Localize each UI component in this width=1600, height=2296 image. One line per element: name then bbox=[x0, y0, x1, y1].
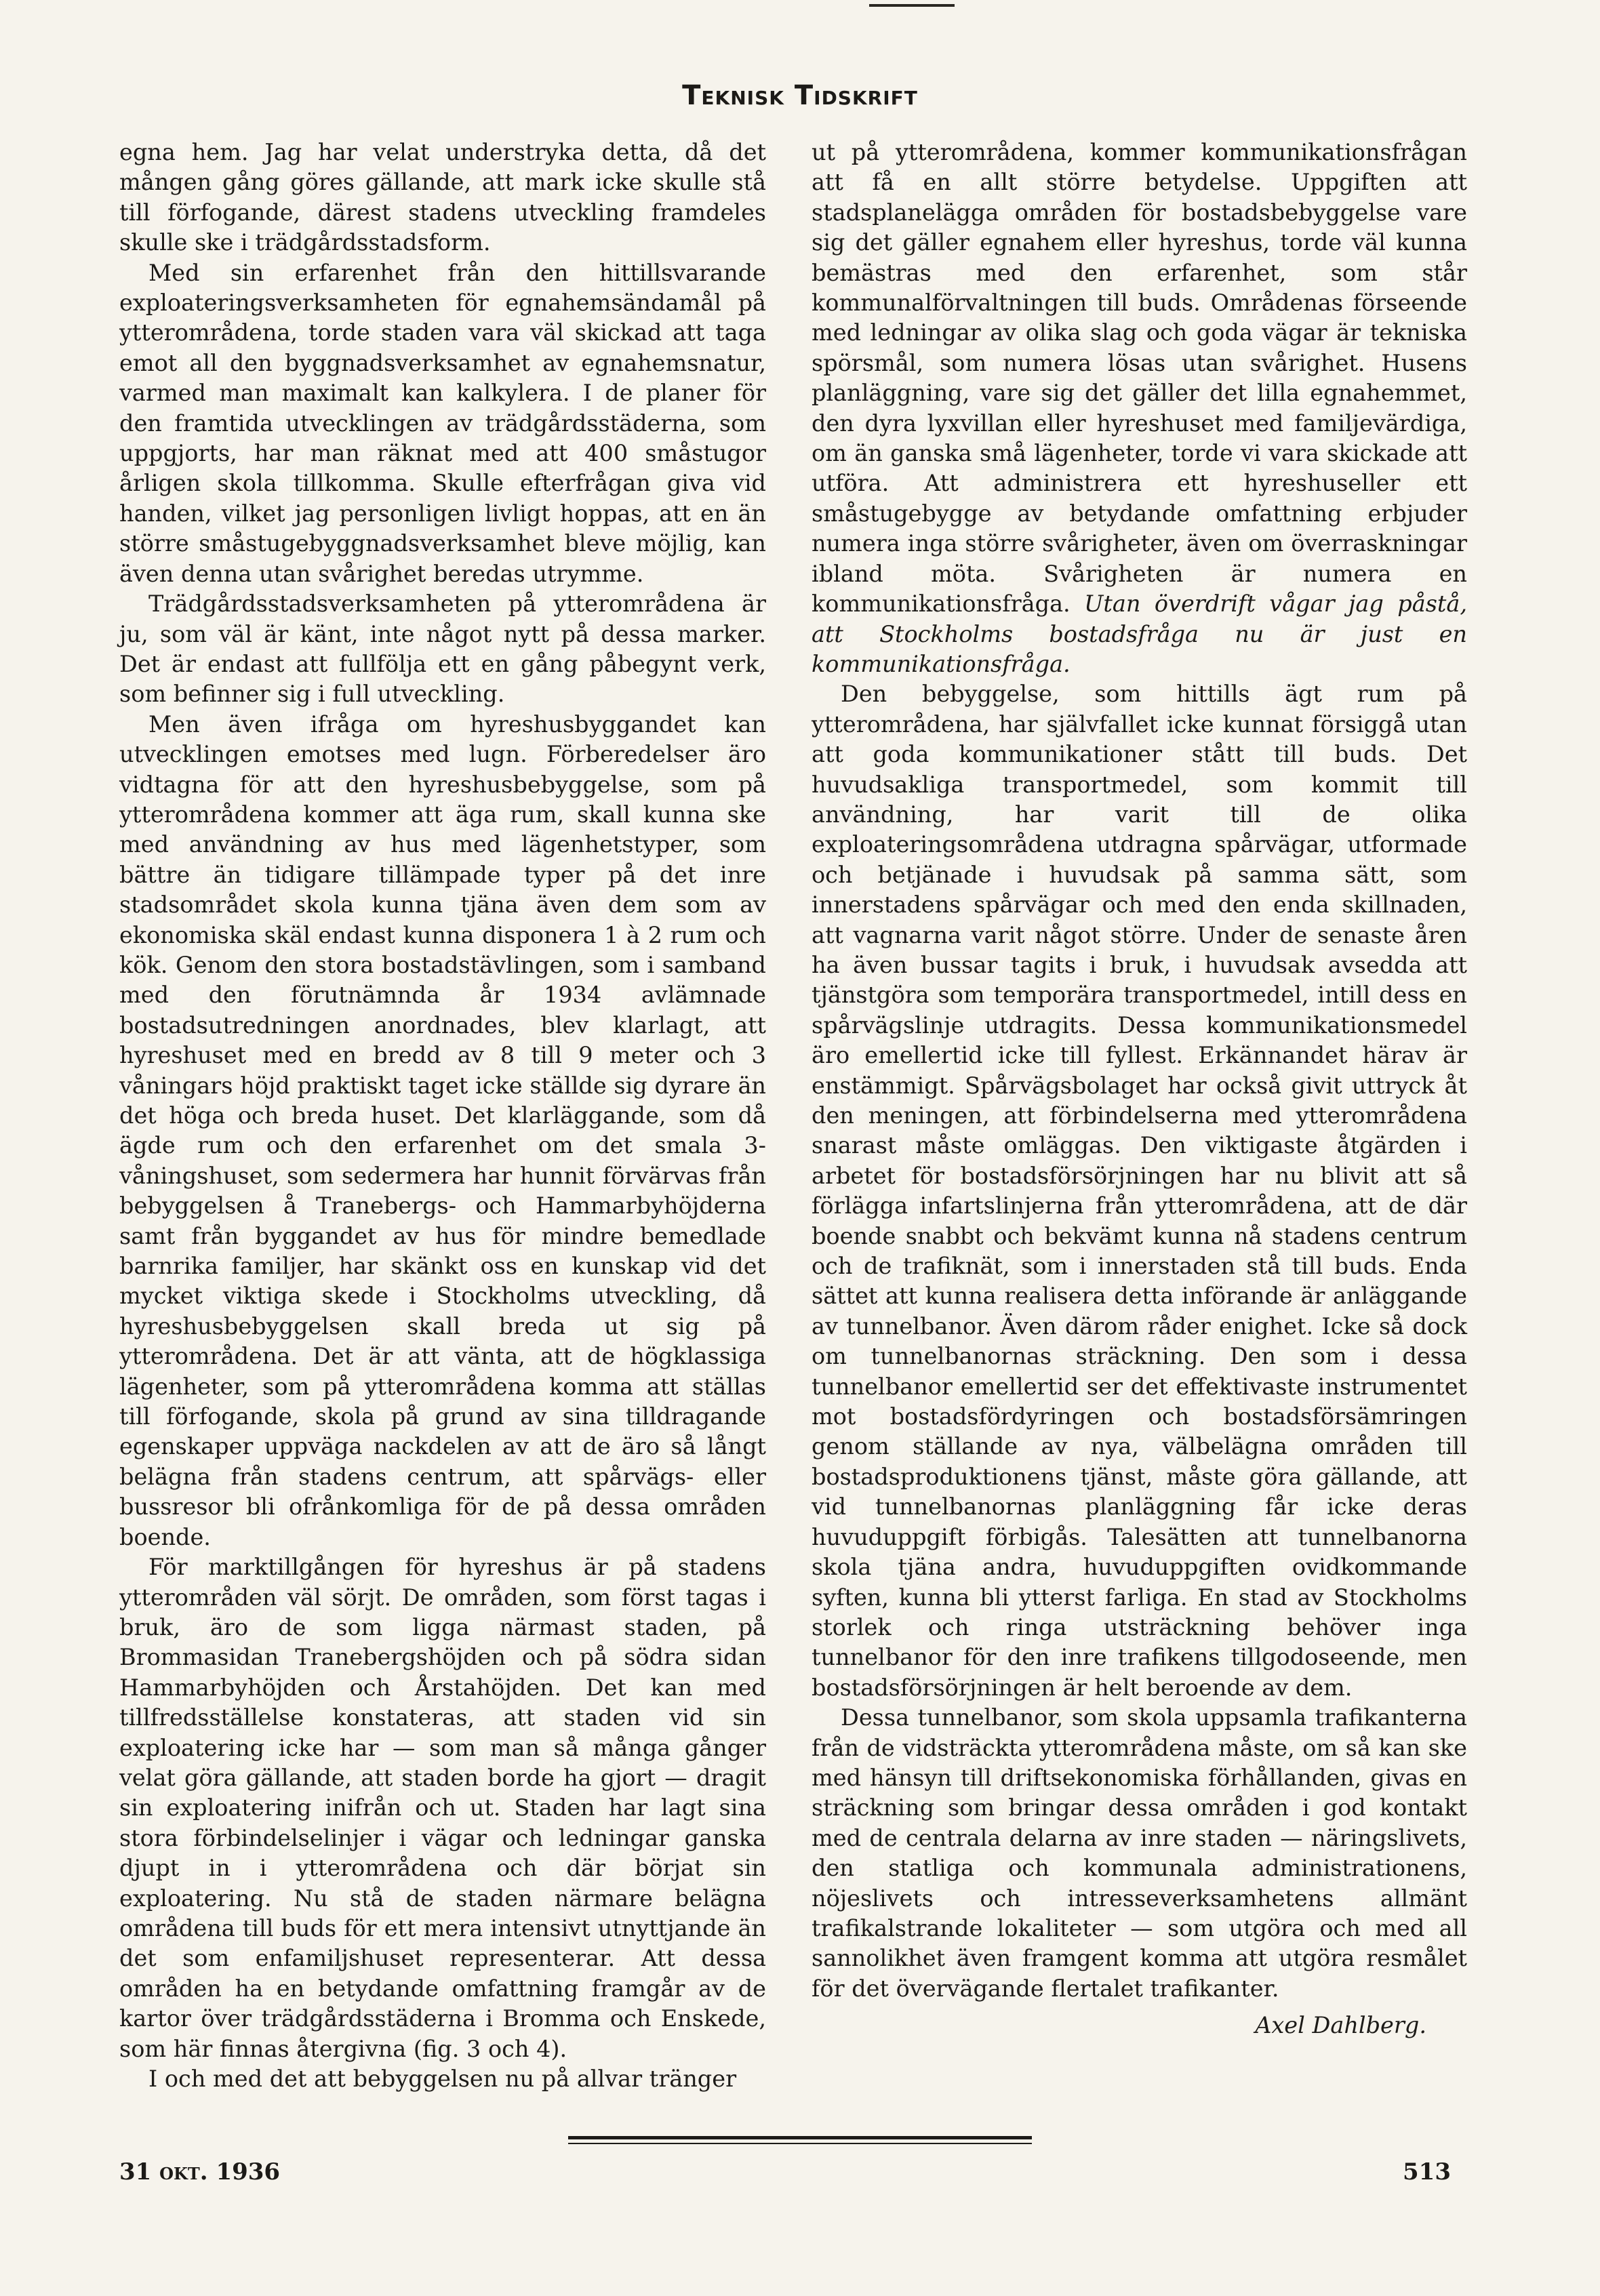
page-number: 513 bbox=[1403, 2158, 1451, 2186]
paragraph: Dessa tunnelbanor, som skola uppsamla trafikanterna från de vidsträckta ytterområdena måste, om så kan ske med hänsyn till driftsekonomiska förhållanden, givas en sträckning som bringar dessa områden i god kontakt med de centrala delarna av inre staden — näringslivets, den statliga och kommunala administrationens, nöjeslivets och intresseverksamhetens allmänt trafikalstrande lokaliteter — som utgöra och med all sannolikhet även framgent komma att utgöra resmålet för det övervägande flertalet trafikanter. bbox=[812, 1704, 1467, 2002]
paragraph: Med sin erfarenhet från den hittillsvarande exploateringsverksamheten för egnahemsändamål på ytterområdena, torde staden vara väl skickad att taga emot all den byggnadsverksamhet av egnahemsnatur, varmed man maximalt kan kalkylera. I de planer för den framtida utvecklingen av trädgårdsstäderna, som uppgjorts, har man räknat med att 400 småstugor årligen skola tillkomma. Skulle efterfrågan giva vid handen, vilket jag personligen livligt hoppas, att en än större småstugebyggnadsverksamhet bleve möjlig, kan även denna utan svårighet beredas utrymme. bbox=[119, 259, 766, 587]
paragraph: Den bebyggelse, som hittills ägt rum på ytterområdena, har självfallet icke kunnat försiggå utan att goda kommunikationer stått till buds. Det huvudsakliga transportmedel, som kommit till användning, har varit till de olika exploateringsområdena utdragna spårvägar, utformade och betjänade i huvudsak på samma sätt, som innerstadens spårvägar och med den enda skillnaden, att vagnarna varit något större. Under de senaste åren ha även bussar tagits i bruk, i huvudsak avsedda att tjänstgöra som temporära transportmedel, intill dess en spårvägslinje utdragits. Dessa kommunikationsmedel äro emellertid icke till fyllest. Erkännandet härav är enstämmigt. Spårvägsbolaget har också givit uttryck åt den meningen, att förbindelserna med ytterområdena snarast måste omläggas. Den viktigaste åtgärden i arbetet för bostadsförsörjningen har nu blivit att så förlägga infartslinjerna från ytterområdena, att de där boende snabbt och bekvämt kunna nå stadens centrum och de trafiknät, som i innerstaden stå till buds. Enda sättet att kunna realisera detta införande är anläggande av tunnelbanor. Även därom råder enighet. Icke så dock om tunnelbanornas sträckning. Den som i dessa tunnelbanor emellertid ser det effektivaste instrumentet mot bostadsfördyringen och bostadsförsämringen genom ställande av nya, välbelägna områden till bostadsproduktionens tjänst, måste göra gällande, att vid tunnelbanornas planläggning får icke deras huvuduppgift förbigås. Talesätten att tunnelbanorna skola tjäna andra, huvuduppgiften ovidkommande syften, kunna bli ytterst farliga. En stad av Stockholms storlek och ringa utsträckning behöver inga tunnelbanor för den inre trafikens tillgodoseende, men bostadsförsörjningen är helt beroende av dem. bbox=[812, 681, 1467, 1701]
left-text-column bbox=[119, 138, 766, 2094]
paragraph: egna hem. Jag har velat understryka detta, då det mången gång göres gällande, att mark icke skulle stå till förfogande, därest stadens utveckling framdeles skulle ske i trädgårdsstadsform. bbox=[119, 139, 766, 256]
emphasized-text: Utan överdrift vågar jag påstå, att Stockholms bostadsfråga nu är just en kommunikationsfråga. bbox=[812, 590, 1467, 677]
paragraph: Men även ifråga om hyreshusbyggandet kan utvecklingen emotses med lugn. Förberedelser äro vidtagna för att den hyreshusbebyggelse, som på ytterområdena kommer att äga rum, skall kunna ske med användning av hus med lägenhetstyper, som bättre än tidigare tillämpade typer på det inre stadsområdet skola kunna tjäna även dem som av ekonomiska skäl endast kunna disponera 1 à 2 rum och kök. Genom den stora bostadstävlingen, som i samband med den förutnämnda år 1934 avlämnade bostadsutredningen anordnades, blev klarlagt, att hyreshuset med en bredd av 8 till 9 meter och 3 våningars höjd praktiskt taget icke ställde sig dyrare än det höga och breda huset. Det klarläggande, som då ägde rum och den erfarenhet om det smala 3-våningshuset, som sedermera har hunnit förvärvas från bebyggelsen å Tranebergs- och Hammarbyhöjderna samt från byggandet av hus för mindre bemedlade barnrika familjer, har skänkt oss en kunskap vid det mycket viktiga skede i Stockholms utveckling, då hyreshusbebyggelsen skall breda ut sig på ytterområdena. Det är att vänta, att de högklassiga lägenheter, som på ytterområdena komma att ställas till förfogande, skola på grund av sina tilldragande egenskaper uppväga nackdelen av att de äro så långt belägna från stadens centrum, att spårvägs- eller bussresor bli ofrånkomliga för de på dessa områden boende. bbox=[119, 710, 766, 1550]
author-signature: Axel Dahlberg. bbox=[1255, 2012, 1426, 2039]
top-edge-mark bbox=[869, 4, 955, 7]
paragraph: Trädgårdsstadsverksamheten på ytterområdena är ju, som väl är känt, inte något nytt på dessa marker. Det är endast att fullfölja ett en gång påbegynt verk, som befinner sig i full utveckling. bbox=[119, 590, 766, 708]
footer-rule-thick bbox=[568, 2136, 1032, 2139]
issue-date: 31 okt. 1936 bbox=[119, 2158, 281, 2186]
running-header: Teknisk Tidskrift bbox=[682, 80, 918, 111]
paragraph-text: ut på ytterområdena, kommer kommunikationsfrågan att få en allt större betydelse. Uppgiften att stadsplanelägga områden för bostadsbebyggelse vare sig det gäller egnahem eller hyreshus, torde väl kunna bemästras med den erfarenhet, som står kommunalförvaltningen till buds. Områdenas förseende med ledningar av olika slag och goda vägar är tekniska spörsmål, som numera lösas utan svårighet. Husens planläggning, vare sig det gäller det lilla egnahemmet, den dyra lyxvillan eller hyreshuset med familjevärdiga, om än ganska små lägenheter, torde vi vara skickade att utföra. Att administrera ett hyreshuseller ett småstugebygge av betydande omfattning erbjuder numera inga större svårigheter, även om överraskningar ibland möta. Svårigheten är numera en kommunikationsfråga. bbox=[812, 139, 1467, 618]
footer-rule-thin bbox=[568, 2143, 1032, 2144]
paragraph bbox=[812, 138, 1467, 679]
right-text-column bbox=[812, 138, 1467, 2041]
paragraph: För marktillgången för hyreshus är på stadens ytterområden väl sörjt. De områden, som först tagas i bruk, äro de som ligga närmast staden, på Brommasidan Tranebergshöjden och på södra sidan Hammarbyhöjden och Årstahöjden. Det kan med tillfredsställelse konstateras, att staden vid sin exploatering icke har — som man så många gånger velat göra gällande, att staden borde ha gjort — dragit sin exploatering inifrån och ut. Staden har lagt sina stora förbindelselinjer i vägar och ledningar ganska djupt in i ytterområdena och där börjat sin exploatering. Nu stå de staden närmare belägna områdena till buds för ett mera intensivt utnyttjande än det som enfamiljshuset representerar. Att dessa områden ha en betydande omfattning framgår av de kartor över trädgårdsstäderna i Bromma och Enskede, som här finnas återgivna (fig. 3 och 4). bbox=[119, 1554, 766, 2062]
paragraph: I och med det att bebyggelsen nu på allvar tränger bbox=[148, 2066, 737, 2092]
